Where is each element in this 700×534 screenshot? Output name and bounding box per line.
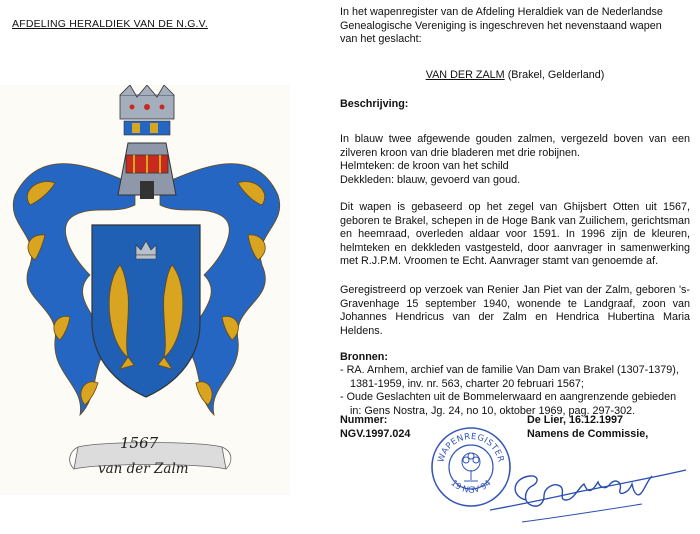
crown-icon bbox=[120, 85, 174, 135]
signature bbox=[482, 458, 692, 528]
family-name-line bbox=[340, 69, 690, 81]
registration-paragraph: Geregistreerd op verzoek van Renier Jan Piet van der Zalm, geboren 's-Gravenhage 15 september 1940, wonende te Landgraaf, zoon van Johannes Hendricus van der Zalm en Hendrica Hubertina Maria Heldens. bbox=[340, 284, 690, 337]
blazon-text: In blauw twee afgewende gouden zalmen, vergezeld boven van een zilveren kroon van drie bladeren met drie robijnen. bbox=[340, 133, 690, 159]
number-value: NGV.1997.024 bbox=[340, 427, 411, 440]
description-title: Beschrijving: bbox=[340, 98, 409, 110]
crest-text: Helmteken: de kroon van het schild bbox=[340, 160, 509, 172]
mantling-text: Dekkleden: blauw, gevoerd van goud. bbox=[340, 173, 521, 186]
intro-line: van het geslacht: bbox=[340, 33, 422, 45]
family-name: VAN DER ZALM bbox=[425, 69, 505, 81]
source-item: - RA. Arnhem, archief van de familie Van Dam van Brakel (1307-1379), 1381-1959, inv. nr. 563, charter 20 februari 1567; bbox=[340, 364, 679, 390]
commission-label: Namens de Commissie, bbox=[527, 427, 649, 440]
seal-top-text: WAPENREGISTER bbox=[436, 431, 506, 464]
register-number bbox=[340, 414, 410, 441]
intro-line: Genealogische Vereniging is ingeschreven het nevenstaand wapen bbox=[340, 19, 662, 32]
coat-year: 1567 bbox=[120, 434, 159, 452]
number-label: Nummer: bbox=[340, 414, 388, 426]
history-paragraph: Dit wapen is gebaseerd op het zegel van Ghijsbert Otten uit 1567, geboren te Brakel, schepen in de Hoge Bank van Zuilichem, gerichtsman en heemraad, overleden aldaar voor 1591. In 1996 zijn de kleuren, helmteken en dekkleden vastgesteld, door aanvrager in samenwerking met R.J.P.M. Vroomen te Echt. Aanvrager stamt van genoemde af. bbox=[340, 201, 690, 267]
intro-text bbox=[340, 6, 690, 47]
signing-block bbox=[527, 414, 648, 441]
seal-bottom-text: 19 NGV 94 bbox=[448, 478, 494, 496]
sources-title: Bronnen: bbox=[340, 351, 388, 363]
intro-line: In het wapenregister van de Afdeling Heraldiek van de Nederlandse bbox=[340, 6, 663, 18]
source-item: - Oude Geslachten uit de Bommelerwaard en aangrenzende gebieden in: Gens Nostra, Jg. 24, no 10, oktober 1969, pag. 297-302. bbox=[340, 391, 677, 417]
tree-icon bbox=[462, 453, 480, 481]
place-date: De Lier, 16.12.1997 bbox=[527, 414, 624, 426]
coat-motto: van der Zalm bbox=[98, 461, 189, 477]
family-place: (Brakel, Gelderland) bbox=[507, 69, 605, 81]
department-header: AFDELING HERALDIEK VAN DE N.G.V. bbox=[12, 18, 209, 30]
description-block bbox=[340, 133, 690, 187]
helmet-icon bbox=[118, 143, 176, 199]
sources-list bbox=[340, 364, 690, 418]
